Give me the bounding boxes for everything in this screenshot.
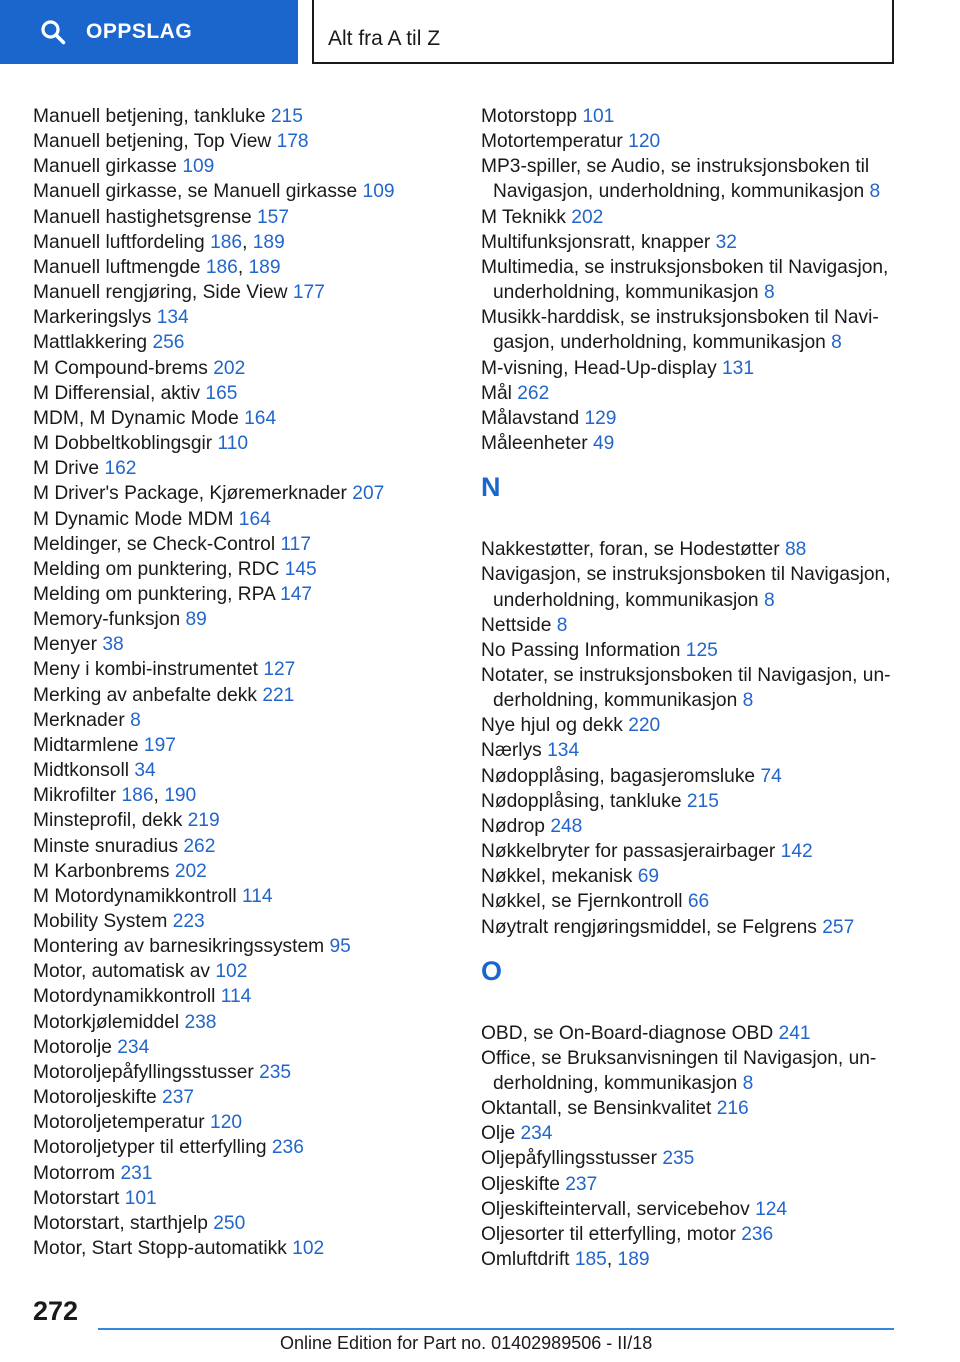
page-reference-link[interactable]: 32 [715, 231, 737, 253]
search-icon [40, 19, 66, 45]
index-entry [481, 537, 901, 562]
page-reference-link[interactable]: 117 [280, 533, 312, 555]
index-entry-term: Mål [481, 382, 512, 404]
page-reference-link[interactable]: 120 [628, 131, 661, 153]
index-entry [481, 1121, 901, 1146]
page-reference-link[interactable]: 256 [152, 332, 185, 354]
page-reference-link[interactable]: 109 [362, 181, 395, 203]
index-entry [481, 738, 901, 763]
index-entry [481, 381, 901, 406]
index-entry [481, 1222, 901, 1247]
index-entry-term: Meldinger, se Check-Control [33, 533, 276, 555]
index-entry-term: No Passing Information [481, 639, 681, 661]
index-entry-term: Motor, Start Stopp-automatikk [33, 1238, 287, 1260]
index-entry-term: M Differensial, aktiv [33, 382, 201, 404]
page-reference-link[interactable]: 178 [276, 131, 309, 153]
index-entry-term: Manuell luftmengde [33, 256, 201, 278]
page-reference-link[interactable]: 114 [220, 986, 252, 1008]
index-entry-term: Midtkonsoll [33, 760, 129, 782]
index-entry: Omluftdrift 185, 189 [481, 1249, 650, 1271]
index-entry-term: M Karbonbrems [33, 860, 170, 882]
page-reference-link[interactable]: 257 [822, 916, 855, 938]
index-entry-term: Manuell luftfordeling [33, 231, 205, 253]
index-entry [33, 708, 453, 733]
page-reference-link[interactable]: 262 [183, 835, 216, 857]
page-reference-link[interactable]: 235 [259, 1061, 292, 1083]
index-entry [481, 764, 901, 789]
index-entry [33, 381, 453, 406]
index-entry-term: M Compound-brems [33, 357, 208, 379]
index-entry-term: Minste snuradius [33, 835, 179, 857]
index-entry-term: M Teknikk [481, 206, 566, 228]
edition-text: Online Edition for Part no. 01402989506 - II/18 [280, 1333, 653, 1353]
index-entry [33, 1135, 453, 1160]
page-reference-link[interactable]: 189 [617, 1249, 650, 1271]
page-reference-link[interactable]: 236 [271, 1137, 304, 1159]
page-reference-link[interactable]: 223 [172, 911, 205, 932]
index-entry-term: Manuell girkasse, se Manuell girkasse [33, 181, 358, 203]
index-entry [33, 456, 453, 481]
index-entry [33, 1161, 453, 1186]
index-entry [33, 884, 453, 909]
page-reference-link[interactable]: 157 [257, 206, 290, 228]
page-reference-link[interactable]: 102 [215, 961, 248, 983]
index-letter-heading: N [481, 472, 501, 503]
page-reference-link[interactable]: 101 [124, 1187, 157, 1209]
index-entry-term: Manuell betjening, Top View [33, 131, 272, 153]
index-entry [33, 1035, 453, 1060]
index-entry [33, 557, 453, 582]
index-entry-term: Oljepåfyllingsstusser [481, 1148, 657, 1170]
index-entry [481, 915, 901, 940]
search-tab-label: OPPSLAG [86, 20, 193, 43]
page-reference-link[interactable]: 186 [210, 231, 243, 253]
page-reference-link[interactable]: 234 [520, 1123, 553, 1145]
index-entry-term: Nettside [481, 614, 552, 636]
index-entry [33, 909, 453, 934]
page-reference-link[interactable]: 8 [869, 181, 881, 203]
index-entry [33, 733, 453, 758]
page-reference-link[interactable]: 134 [156, 307, 189, 329]
index-entry [481, 814, 901, 839]
page-reference-link[interactable]: 221 [262, 684, 295, 706]
index-entry-term: Målavstand [481, 407, 580, 429]
index-entry-term: Oktantall, se Bensinkvalitet [481, 1098, 712, 1120]
page-reference-link[interactable]: 8 [831, 332, 842, 354]
index-entry-term: Navigasjon, se instruksjonsboken til Navigasjon, underholdning, kommunikasjon [481, 564, 891, 611]
page-reference-link[interactable]: 8 [763, 589, 775, 611]
page-reference-link[interactable]: 234 [117, 1036, 150, 1058]
page-reference-link[interactable]: 8 [742, 690, 754, 712]
index-entry [33, 1236, 453, 1261]
page-reference-link[interactable]: 215 [270, 106, 303, 127]
index-entry [481, 663, 901, 713]
page-reference-link[interactable]: 165 [205, 382, 238, 404]
index-entry [481, 789, 901, 814]
page-reference-link[interactable]: 74 [760, 765, 782, 787]
index-entry [33, 1211, 453, 1236]
index-entry [33, 280, 453, 305]
index-entry-term: MDM, M Dynamic Mode [33, 407, 239, 429]
page-reference-link[interactable]: 164 [244, 407, 277, 429]
index-entry [33, 1186, 453, 1211]
index-entry [481, 305, 901, 355]
index-entry-term: Mobility System [33, 911, 168, 932]
page-reference-link[interactable]: 95 [329, 936, 351, 958]
index-entry-term: Måleenheter [481, 433, 588, 455]
index-entry-term: Manuell rengjøring, Side View [33, 282, 288, 304]
index-entry-term: Nøkkel, mekanisk [481, 866, 633, 888]
index-entry [33, 205, 453, 230]
search-tab[interactable] [0, 0, 298, 64]
index-entry [481, 406, 901, 431]
page-reference-link[interactable]: 38 [102, 634, 124, 656]
page-reference-link[interactable]: 124 [755, 1198, 788, 1220]
page-reference-link[interactable]: 102 [292, 1238, 325, 1260]
page-reference-link[interactable]: 186 [205, 256, 238, 278]
index-entry-term: Nye hjul og dekk [481, 715, 623, 737]
index-entry [481, 205, 901, 230]
page-reference-link[interactable]: 236 [741, 1223, 774, 1245]
page-reference-link[interactable]: 202 [174, 860, 207, 882]
index-entry [481, 356, 901, 381]
index-entry [33, 406, 453, 431]
index-entry [33, 1085, 453, 1110]
index-entry-term: Motoroljeskifte [33, 1087, 157, 1109]
index-entry [33, 934, 453, 959]
page-reference-link[interactable]: 8 [556, 614, 568, 636]
index-entry-term: Manuell betjening, tankluke [33, 106, 266, 127]
index-entry-term: Motor, automatisk av [33, 961, 211, 983]
index-entry-term: Oljesorter til etterfylling, motor [481, 1223, 736, 1245]
page-reference-link[interactable]: 197 [143, 734, 176, 756]
index-entry-term: Merknader [33, 709, 125, 731]
index-entry [33, 532, 453, 557]
index-entry [481, 889, 901, 914]
index-entry [33, 1060, 453, 1085]
index-entry [481, 431, 901, 456]
index-entry-term: Minsteprofil, dekk [33, 810, 183, 832]
index-entry [33, 758, 453, 783]
index-entry-term: Nærlys [481, 740, 542, 762]
index-column-right [481, 104, 901, 1272]
index-entry [481, 255, 901, 305]
index-entry-term: M Driver's Package, Kjøremerknader [33, 483, 347, 505]
page-reference-link[interactable]: 110 [217, 433, 249, 455]
index-entry [481, 1096, 901, 1121]
index-entry [481, 638, 901, 663]
index-entry [33, 356, 453, 381]
index-entry [481, 1046, 901, 1096]
page-reference-link[interactable]: 262 [517, 382, 550, 404]
page-reference-link[interactable]: 237 [162, 1087, 195, 1109]
page-reference-link[interactable]: 215 [686, 790, 719, 812]
page-reference-link[interactable]: 101 [582, 106, 615, 127]
page-reference-link[interactable]: 207 [352, 483, 385, 505]
page-reference-link[interactable]: 120 [210, 1112, 243, 1134]
page-reference-link[interactable]: 145 [284, 558, 317, 580]
index-entry-term: Office, se Bruksanvisningen til Navigasjon, un-derholdning, kommunikasjon [481, 1047, 877, 1094]
page-reference-link[interactable]: 238 [184, 1011, 217, 1033]
index-entry-term: Motordynamikkontroll [33, 986, 216, 1008]
page-reference-link[interactable]: 177 [292, 282, 325, 304]
index-entry-term: Nakkestøtter, foran, se Hodestøtter [481, 539, 780, 561]
index-entry-term: Merking av anbefalte dekk [33, 684, 257, 706]
index-entry-term: Motortemperatur [481, 131, 623, 153]
index-entry [481, 839, 901, 864]
index-entry-term: Motorstart [33, 1187, 120, 1209]
index-entry-term: Motorkjølemiddel [33, 1011, 180, 1033]
index-entry-term: M Dobbeltkoblingsgir [33, 433, 213, 455]
index-entry-term: Motorrom [33, 1162, 116, 1184]
page-reference-link[interactable]: 189 [252, 231, 285, 253]
index-entry [481, 104, 901, 129]
index-entry-term: Motorstart, starthjelp [33, 1212, 208, 1234]
index-entry-term: M Motordynamikkontroll [33, 885, 237, 907]
index-entry-term: Markeringslys [33, 307, 152, 329]
index-letter-heading: O [481, 955, 503, 986]
page-reference-link[interactable]: 8 [130, 709, 141, 731]
page-reference-link[interactable]: 89 [185, 609, 207, 631]
page-reference-link[interactable]: 185 [574, 1249, 607, 1271]
page-reference-link[interactable]: 250 [213, 1212, 246, 1234]
page-reference-link[interactable]: 241 [778, 1022, 811, 1044]
index-entry-term: Motorstopp [481, 106, 577, 127]
index-entry-term: Motorolje [33, 1036, 112, 1058]
page-reference-link[interactable]: 216 [716, 1098, 749, 1120]
page-reference-link[interactable]: 147 [280, 583, 313, 605]
index-entry-term: Nødopplåsing, tankluke [481, 790, 682, 812]
footer-divider [98, 1328, 894, 1330]
index-entry [481, 1197, 901, 1222]
index-entry-term: M Drive [33, 458, 100, 480]
index-entry-term: Meny i kombi-instrumentet [33, 659, 258, 681]
index-entry [33, 834, 453, 859]
page-reference-link[interactable]: 114 [242, 885, 273, 907]
index-entry [33, 984, 453, 1009]
index-entry-term: Multifunksjonsratt, knapper [481, 231, 711, 253]
page-number: 272 [33, 1296, 79, 1326]
page-reference-link[interactable]: 189 [248, 256, 281, 278]
index-entry [481, 230, 901, 255]
index-entry-term: Mattlakkering [33, 332, 148, 354]
page-reference-link[interactable]: 66 [687, 891, 710, 913]
page-reference-link[interactable]: 219 [187, 810, 220, 832]
index-entry-term: Melding om punktering, RPA [33, 583, 275, 605]
page-reference-link[interactable]: 8 [742, 1073, 754, 1094]
index-column-left [33, 104, 453, 1261]
index-entry [481, 562, 901, 612]
index-entry [33, 632, 453, 657]
index-entry-term: Oljeskifte [481, 1173, 560, 1195]
index-entry-term: Olje [481, 1123, 516, 1145]
index-entry-term: MP3-spiller, se Audio, se instruksjonsboken til Navigasjon, underholdning, kommunikasjon [481, 156, 870, 203]
page-reference-link[interactable]: 88 [784, 539, 807, 561]
page-reference-link[interactable]: 142 [780, 841, 813, 863]
index-entry [33, 683, 453, 708]
page-reference-link[interactable]: 129 [584, 407, 617, 429]
page-reference-link[interactable]: 164 [238, 508, 271, 530]
index-entry [33, 582, 453, 607]
index-entry-term: Mikrofilter [33, 785, 117, 807]
index-entry [481, 864, 901, 889]
index-entry-term: Motoroljetemperatur [33, 1112, 205, 1134]
index-entry-term: Musikk-harddisk, se instruksjonsboken til Navi-gasjon, underholdning, kommunikasjon [481, 307, 879, 354]
page-reference-link[interactable]: 235 [662, 1148, 695, 1170]
index-entry [33, 507, 453, 532]
page-reference-link[interactable]: 202 [571, 206, 604, 228]
page-reference-link[interactable]: 49 [593, 433, 615, 455]
index-entry-term: Nøkkelbryter for passasjerairbager [481, 841, 776, 863]
page-reference-link[interactable]: 186 [121, 785, 154, 807]
page-reference-link[interactable]: 109 [182, 156, 215, 178]
index-entry [33, 104, 453, 129]
index-entry [33, 859, 453, 884]
index-entry-term: Nøkkel, se Fjernkontroll [481, 891, 683, 913]
page-reference-link[interactable]: 202 [213, 357, 246, 379]
index-entry [33, 305, 453, 330]
index-entry-term: Montering av barnesikringssystem [33, 936, 325, 958]
index-entry-term: Menyer [33, 634, 97, 656]
index-entry [33, 959, 453, 984]
index-entry-term: Motoroljetyper til etterfylling [33, 1137, 267, 1159]
page-reference-link[interactable]: 190 [164, 785, 197, 807]
index-entry-term: Memory-funksjon [33, 609, 181, 631]
index-entry-term: Manuell girkasse [33, 156, 177, 178]
index-entry: Mikrofilter 186, 190 [33, 785, 197, 807]
index-entry: Manuell luftfordeling 186, 189 [33, 231, 285, 253]
index-entry [33, 607, 453, 632]
index-entry [33, 1110, 453, 1135]
index-entry [481, 129, 901, 154]
page-reference-link[interactable]: 231 [120, 1162, 153, 1184]
page-reference-link[interactable]: 34 [134, 760, 156, 782]
index-entry-term: Nødrop [481, 815, 545, 837]
index-entry-term: M Dynamic Mode MDM [33, 508, 234, 530]
index-entry [33, 330, 453, 355]
header [0, 0, 960, 66]
page-reference-link[interactable]: 69 [637, 866, 660, 888]
index-entry-term: OBD, se On-Board-diagnose OBD [481, 1022, 774, 1044]
index-entry-term: Midtarmlene [33, 734, 139, 756]
index-entry [481, 1146, 901, 1171]
index-entry [481, 713, 901, 738]
index-entry [33, 1010, 453, 1035]
index-entry [481, 1172, 901, 1197]
page-reference-link[interactable]: 131 [722, 357, 755, 379]
index-entry [33, 179, 453, 204]
index-entry-term: M-visning, Head-Up-display [481, 357, 717, 379]
index-entry-term: Nøytralt rengjøringsmiddel, se Felgrens [481, 916, 817, 938]
index-entry [481, 154, 901, 204]
index-entry-term: Melding om punktering, RDC [33, 558, 280, 580]
index-entry: Manuell luftmengde 186, 189 [33, 256, 281, 278]
index-entry-term: Multimedia, se instruksjonsboken til Navigasjon, underholdning, kommunikasjon [481, 256, 889, 304]
page-reference-link[interactable]: 125 [685, 639, 718, 661]
page-reference-link[interactable]: 220 [628, 715, 661, 737]
section-title: Alt fra A til Z [328, 27, 441, 50]
index-entry [481, 613, 901, 638]
index-entry [33, 129, 453, 154]
page-reference-link[interactable]: 8 [763, 282, 775, 304]
page-reference-link[interactable]: 237 [565, 1173, 598, 1195]
page-reference-link[interactable]: 127 [263, 659, 296, 681]
index-entry [33, 808, 453, 833]
index-entry-term: Notater, se instruksjonsboken til Navigasjon, un-derholdning, kommunikasjon [481, 664, 891, 712]
page-reference-link[interactable]: 248 [550, 815, 583, 837]
index-entry [33, 431, 453, 456]
index-entry-term: Manuell hastighetsgrense [33, 206, 252, 228]
index-entry [33, 657, 453, 682]
index-entry-term: Omluftdrift [481, 1249, 570, 1271]
index-entry [33, 481, 453, 506]
index-entry [481, 1021, 901, 1046]
section-tab [312, 0, 894, 64]
page-reference-link[interactable]: 134 [547, 740, 580, 762]
page-reference-link[interactable]: 162 [104, 458, 137, 480]
index-entry-term: Nødopplåsing, bagasjeromsluke [481, 765, 756, 787]
index-entry-term: Oljeskifteintervall, servicebehov [481, 1198, 750, 1220]
index-entry [33, 154, 453, 179]
index-entry-term: Motoroljepåfyllingsstusser [33, 1061, 254, 1083]
